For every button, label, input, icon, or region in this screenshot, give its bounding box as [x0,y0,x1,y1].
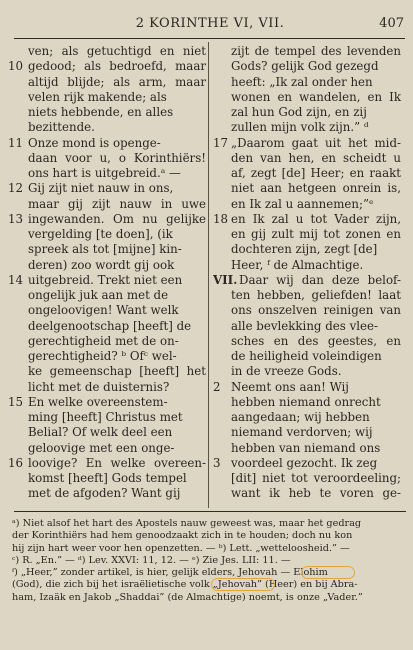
verse-line [209,410,405,425]
verse-text: want ik heb te voren ge- [231,486,401,501]
verse-line [8,425,213,440]
footnote-line: hij zijn hart weer voor hen openzetten. — ᵇ) Lett. „wetteloosheid.” — [12,542,350,554]
verse-text: altijd blijde; als arm, maar [28,74,206,89]
verse-line [8,105,213,120]
verse-text: ingewanden. Om nu gelijke [28,211,206,226]
verse-line [209,364,405,379]
verse-line [8,319,213,334]
verse-text: velen rijk makende; als [28,89,167,104]
verse-line [8,212,213,227]
verse-text: dochteren zijn, zegt [de] [231,242,378,257]
verse-line [8,120,213,135]
verse-line [8,441,213,456]
verse-number: 13 [8,211,24,226]
verse-line [8,258,213,273]
verse-text: ons hart is uitgebreid.ᵃ — [28,166,181,180]
right-column [209,44,405,506]
verse-text: ven; als getuchtigd en niet [28,44,206,58]
verse-text: de heiligheid voleindigen [231,349,382,363]
verse-line [209,380,405,395]
verse-text: gerechtigheid met de on- [28,333,179,348]
verse-text: gedood; als bedroefd, maar [28,59,206,74]
verse-text: niets hebbende, en alles [28,105,174,119]
footnote-line: ᶠ) „Heer,” zonder artikel, is hier, gelijk elders, Jehovah — Elohim [12,567,328,579]
verse-text: ke gemeenschap [heeft] het [28,364,206,379]
footnotes [12,518,406,604]
footnote-line: ᵃ) Niet alsof het hart des Apostels nauw geweest was, maar het gedrag [12,518,362,529]
footnote-line: der Korinthiërs had hem genoodzaakt zich in te houden; doch nu kon [12,530,353,542]
verse-number: 16 [8,455,24,470]
verse-line [209,319,405,334]
verse-text: daan voor u, o Korinthiërs! [28,150,206,165]
verse-text: deren) zoo wordt gij ook [28,257,175,272]
verse-text: hebben van niemand ons [231,440,381,455]
verse-line [8,181,213,196]
verse-line [209,471,405,486]
verse-line [209,288,405,303]
verse-line [8,380,213,395]
footnote-line: ᶜ) R. „En.” — ᵈ) Lev. XXVI: 11, 12. — ᵉ) Zie Jes. LII: 11. — [12,554,291,566]
verse-line [209,456,405,471]
page-number: 407 [379,16,404,31]
verse-line [8,303,213,318]
verse-text: loovige? En welke overeen- [28,455,206,470]
verse-line [209,59,405,74]
verse-number: 15 [8,394,24,409]
verse-text: vergelding [te doen], (ik [28,227,173,241]
verse-text: Neemt ons aan! Wij [231,379,349,394]
verse-line [209,303,405,318]
verse-text: aangedaan; wij hebben [231,410,370,424]
verse-line [209,242,405,257]
verse-number: 12 [8,181,24,196]
verse-text: Gij zijt niet nauw in ons, [28,181,174,196]
verse-line [209,75,405,90]
verse-text: deelgenootschap [heeft] de [28,318,192,333]
verse-text: zal hun God zijn, en zij [231,105,367,119]
verse-line [8,166,213,181]
running-title: 2 KORINTHE VI, VII. [135,16,285,31]
verse-line [209,273,405,288]
verse-text: Heer, ᶠ de Almachtige. [231,257,364,272]
header-rule [14,38,405,39]
verse-line [209,44,405,59]
chapter-number: VII. [213,272,238,287]
verse-number: 14 [8,272,24,287]
verse-text: alle bevlekking des vlee- [231,318,378,333]
verse-line [209,258,405,273]
verse-line [8,334,213,349]
verse-line [209,151,405,166]
verse-line [209,136,405,151]
verse-line [8,410,213,425]
verse-text: in de vreeze Gods. [231,364,342,379]
verse-text: heeft: „Ik zal onder hen [231,74,373,89]
verse-number: 2 [213,379,221,394]
verse-text: maar gij zijt nauw in uwe [28,196,206,211]
verse-line [209,166,405,181]
verse-text: zijt de tempel des levenden [231,44,401,58]
verse-line [209,181,405,196]
footnote-line: ham, Izaäk en Jakob „Shaddai” (de Almachtige) noemt, is onze „Vader.” [12,591,363,603]
footnote-line: (God), die zich bij het israëlietische volk „Jehovah” (Heer) en bij Abra- [12,579,358,591]
verse-text: voordeel gezocht. Ik zeg [231,455,378,470]
verse-line [8,288,213,303]
verse-text: ongeloovigen! Want welk [28,303,179,318]
verse-text: bezittende. [28,120,95,135]
verse-line [209,349,405,364]
verse-number: 11 [8,135,24,150]
verse-text: komst [heeft] Gods tempel [28,471,187,485]
verse-line [8,151,213,166]
verse-number: 18 [213,211,229,226]
verse-text: den van hen, en scheidt u [231,150,401,165]
verse-text: Daar wij dan deze belof- [239,272,401,287]
verse-text: En welke overeenstem- [28,394,168,409]
verse-text: ongelijk juk aan met de [28,288,169,302]
verse-text: ons onszelven reinigen van [231,303,401,318]
verse-line [8,136,213,151]
verse-text: uitgebreid. Trekt niet een [28,272,183,287]
verse-line [209,227,405,242]
verse-line [8,90,213,105]
verse-text: geloovige met een onge- [28,440,175,455]
verse-line [8,227,213,242]
verse-text: met de afgoden? Want gij [28,486,181,501]
verse-text: en gij zult mij tot zonen en [231,227,401,241]
verse-text: gerechtigheid? ᵇ Ofᶜ wel- [28,349,177,363]
left-column [8,44,213,506]
verse-line [209,486,405,501]
verse-line [8,395,213,410]
verse-text: Onze mond is openge- [28,135,161,150]
verse-text: af, zegt [de] Heer; en raakt [231,166,401,180]
verse-text: zullen mijn volk zijn.” ᵈ [231,120,369,135]
verse-line [8,486,213,501]
verse-text: sches en des geestes, en [231,333,401,348]
verse-text: niemand verdorven; wij [231,425,373,440]
verse-text: en Ik zal u tot Vader zijn, [231,211,401,226]
verse-line [8,197,213,212]
verse-text: Belial? Of welk deel een [28,425,173,440]
verse-text: ming [heeft] Christus met [28,410,183,424]
verse-text: wonen en wandelen, en Ik [231,89,401,104]
verse-line [209,425,405,440]
verse-text: niet aan hetgeen onrein is, [231,181,401,196]
verse-text: „Daarom gaat uit het mid- [231,135,401,150]
verse-text: Gods? gelijk God gezegd [231,59,379,74]
verse-line [209,197,405,212]
verse-line [8,471,213,486]
verse-line [209,120,405,135]
verse-text: licht met de duisternis? [28,379,170,394]
verse-line [8,75,213,90]
footnote-rule [14,511,406,512]
verse-text: [dit] niet tot veroordeeling; [231,471,401,485]
verse-text: spreek als tot [mijne] kin- [28,242,182,257]
verse-line [8,59,213,74]
verse-line [209,105,405,120]
verse-number: 10 [8,59,24,74]
verse-line [8,364,213,379]
verse-text: ten hebben, geliefden! laat [231,288,401,302]
verse-line [209,212,405,227]
verse-line [8,44,213,59]
verse-line [8,242,213,257]
verse-number: 3 [213,455,221,470]
verse-line [8,273,213,288]
verse-number: 17 [213,135,229,150]
verse-text: hebben niemand onrecht [231,394,381,409]
verse-line [209,334,405,349]
verse-line [209,441,405,456]
verse-line [209,90,405,105]
verse-line [8,349,213,364]
running-header [0,16,413,40]
verse-line [8,456,213,471]
verse-text: en Ik zal u aannemen;”ᵉ [231,196,374,211]
verse-line [209,395,405,410]
